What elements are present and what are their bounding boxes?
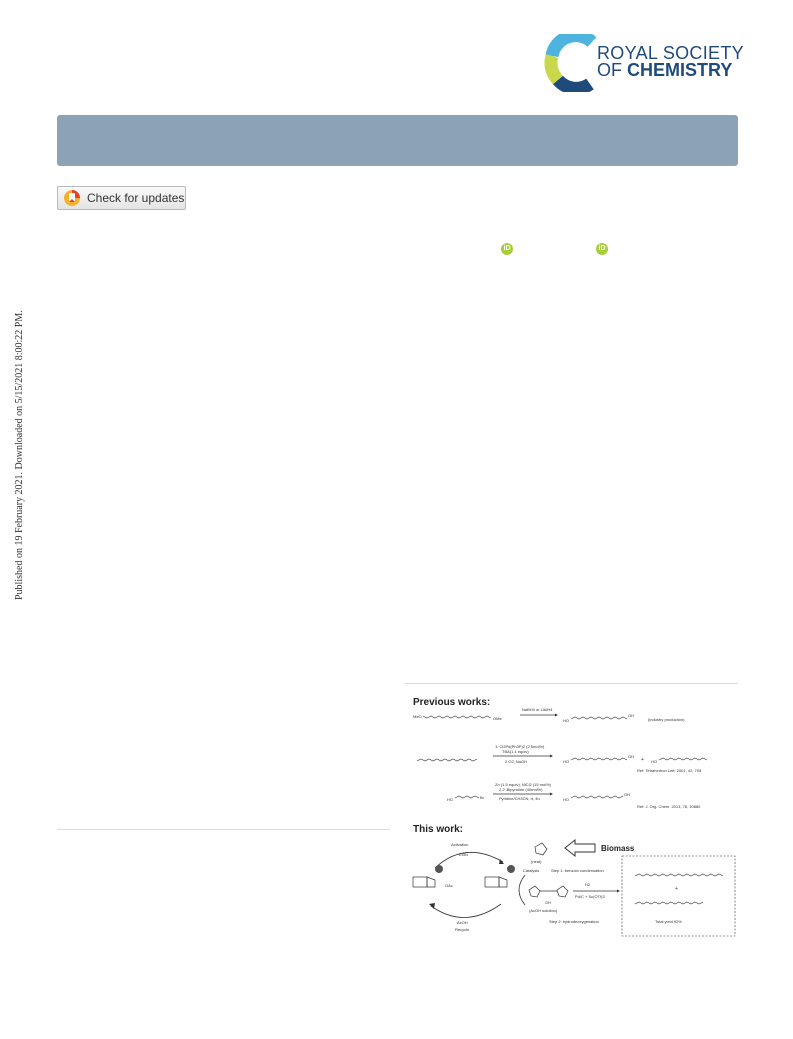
journal-banner bbox=[57, 115, 738, 166]
row3-reactant-ho: HO bbox=[447, 797, 453, 802]
oh-label: OH bbox=[545, 900, 551, 905]
acoh-label: AcOH bbox=[457, 920, 468, 925]
row3-reagent2: 2,2'-Bipyridine (40mol%) bbox=[499, 787, 543, 792]
row1-reactant-ome: OMe bbox=[493, 716, 502, 721]
biomass-arrow bbox=[565, 840, 595, 856]
row1-prod-chain bbox=[571, 717, 627, 719]
row2-ref: Ref: Tetrahedron Lett. 2001, 42, 705 bbox=[637, 768, 702, 773]
total-yield-label: Total yield 92% bbox=[655, 919, 682, 924]
product2-chain bbox=[635, 902, 703, 904]
acoh-solution-label: (AcOH solution) bbox=[529, 908, 558, 913]
et3n-label: Et3N bbox=[459, 852, 468, 857]
row2-prod2-ho: HO bbox=[651, 759, 657, 764]
orcid-icon[interactable]: iD bbox=[501, 243, 513, 255]
product-plus: + bbox=[675, 886, 678, 892]
catalysis-label: Catalysis bbox=[523, 868, 540, 873]
previous-works-title: Previous works: bbox=[413, 697, 491, 708]
divider bbox=[405, 683, 738, 684]
row2-reagent3: 2.O2, NaOH bbox=[505, 759, 528, 764]
oac-label: OAc bbox=[445, 883, 453, 888]
row1-note: (industry production) bbox=[648, 717, 685, 722]
row3-prod-chain bbox=[571, 796, 623, 798]
bracket-arrow bbox=[519, 875, 525, 905]
row2-reactant-chain bbox=[417, 759, 477, 761]
logo-line-1: ROYAL SOCIETY bbox=[597, 43, 744, 63]
biomass-label: Biomass bbox=[601, 844, 635, 853]
row1-prod-oh: OH bbox=[628, 713, 634, 718]
divider bbox=[57, 829, 390, 830]
row3-prod-ho: HO bbox=[563, 797, 569, 802]
row3-reagent1: Zn (1.5 equiv), NiCl2 (15 mol%) bbox=[495, 782, 552, 787]
row3-ref: Ref: J. Org. Chem. 2013, 78, 10880 bbox=[637, 804, 701, 809]
row3-reactant-chain bbox=[455, 796, 479, 798]
logo-line-2 bbox=[597, 62, 744, 79]
row2-reagent2: TBA(1.1 equiv) bbox=[502, 749, 529, 754]
neat-label: (neat) bbox=[531, 859, 542, 864]
row3-prod-oh: OH bbox=[624, 792, 630, 797]
logo-prefix: OF bbox=[597, 60, 627, 80]
row3-reactant-br: Br bbox=[480, 795, 484, 800]
h2-label: H2 bbox=[585, 882, 591, 887]
furfural-ring bbox=[535, 843, 547, 855]
orcid-icon[interactable]: iD bbox=[596, 243, 608, 255]
row3-reagent3: Pyridine/CH3CN, rt, 4h bbox=[499, 796, 540, 801]
crossmark-icon bbox=[63, 189, 81, 207]
this-work-title: This work: bbox=[413, 824, 464, 835]
product1-chain bbox=[635, 874, 723, 876]
product-box bbox=[622, 856, 735, 936]
step2-label: Step 2: hydrodeoxygenation bbox=[549, 919, 599, 924]
row1-reactant-chain bbox=[423, 716, 491, 718]
step1-label: Step 1: benzoin condensation bbox=[551, 868, 604, 873]
row1-reactant-meo: MeO bbox=[413, 714, 422, 719]
pdc-label: Pd/C + Sc(OTf)3 bbox=[575, 894, 605, 899]
publication-note: Published on 19 February 2021. Downloaded on 5/15/2021 8:00:22 PM. bbox=[14, 310, 25, 600]
activation-arrow bbox=[435, 852, 503, 868]
recycle-arrow bbox=[431, 904, 501, 918]
reaction-scheme bbox=[405, 690, 738, 940]
row2-prod-chain bbox=[571, 758, 627, 760]
row2-prod-ho: HO bbox=[563, 759, 569, 764]
row2-prod-oh: OH bbox=[628, 754, 634, 759]
logo-text bbox=[597, 45, 744, 79]
row2-reagent1: 1. Cl2Pd(Ph3P)2 (2.5mol%) bbox=[495, 744, 545, 749]
row2-plus: + bbox=[641, 757, 644, 763]
activation-label: Activation bbox=[451, 842, 469, 847]
logo-bold: CHEMISTRY bbox=[627, 60, 733, 80]
recycle-label: Recycle bbox=[455, 927, 470, 932]
row1-prod-ho: HO bbox=[563, 718, 569, 723]
check-for-updates-button[interactable] bbox=[57, 186, 186, 210]
row2-prod2-chain bbox=[659, 758, 707, 760]
check-for-updates-label: Check for updates bbox=[87, 191, 185, 205]
row1-reagent: NaBH4 or LiAlH4 bbox=[522, 707, 553, 712]
